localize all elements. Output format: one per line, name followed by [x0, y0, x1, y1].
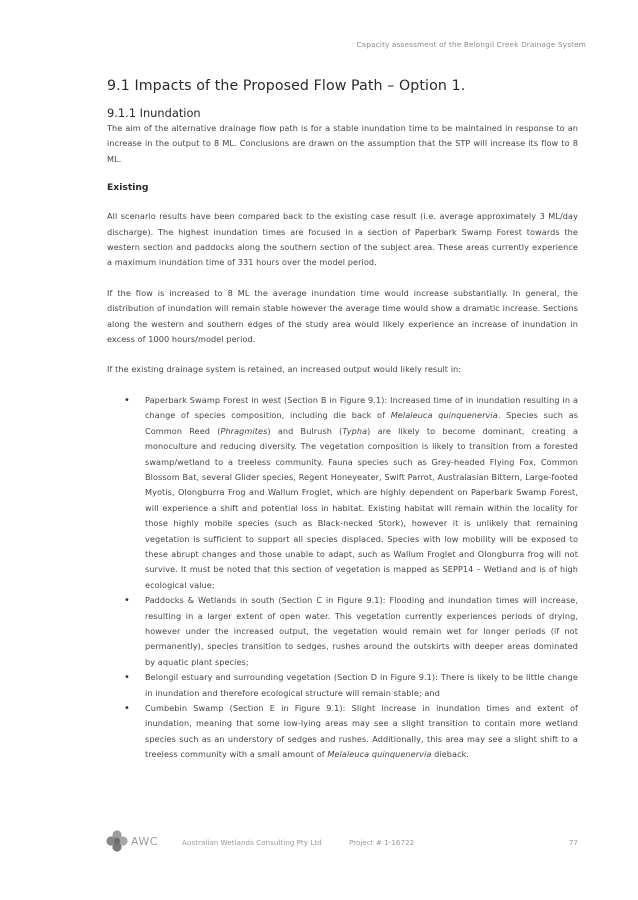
list-text: Paddocks & Wetlands in south (Section C in Figure 9.1): Flooding and inundation times will increase, resulting in a larger extent of open water. This vegetation currently experiences periods of drying, however under the increased output, the vegetation would remain wet for longer periods (if not permanently), species transition to sedges, rushes around the outskirts with deeper areas dominated by aquatic plant species;: [145, 595, 578, 667]
bullet-icon: •: [124, 703, 130, 714]
awc-logo-icon: [106, 830, 128, 852]
list-text: Belongil estuary and surrounding vegetation (Section D in Figure 9.1): There is likely to be little change in inundation and therefore ecological structure will remain stable; and: [145, 672, 578, 698]
subsection-heading: 9.1.1 Inundation: [107, 106, 201, 120]
bullet-icon: •: [124, 394, 130, 406]
intro-paragraph: The aim of the alternative drainage flow path is for a stable inundation time to be maintained in response to an increase in the output to 8 ML. Conclusions are drawn on the assumption that the STP will increase its flow to 8 ML.: [107, 123, 578, 164]
list-item-paddocks-wetlands: [107, 593, 578, 670]
list-text: ) are likely to become dominant, creating a monoculture and reducing diversity. The vegetation composition is likely to transition from a forested swamp/wetland to a treeless community. Fauna species such as Grey-headed Flying Fox, Common Blossom Bat, several Glider species, Regent Honeyeater, Swift Parrot, Australasian Bittern, Large-footed Myotis, Olongburra Frog and Wallum Froglet, which are highly dependent on Paperbark Swamp Forest, will experience a shift and potential loss in habitat. Existing habitat will remain within the locality for those highly mobile species (such as Black-necked Stork), however it is unlikely that remaining vegetation is sufficient to support all species displaced. Species with low mobility will be exposed to these abrupt changes and those unable to adapt, such as Wallum Froglet and Olongburra frog will not survive. It must be noted that this section of vegetation is mapped as SEPP14 – Wetland and is of high ecological value;: [145, 425, 579, 590]
species-name: Melaleuca quinquenervia: [390, 410, 498, 421]
list-text: ) and Bulrush (: [267, 425, 343, 436]
footer-project-number: Project # 1-16722: [349, 838, 415, 847]
list-item-paperbark-swamp: [107, 393, 578, 593]
list-text: Cumbebin Swamp (Section E in Figure 9.1): Slight increase in inundation times and extent of inundation, meaning that some low-lying areas may see a slight transition to contain more wetland species such as an understory of sedges and rushes. Additionally, this area may see a slight shift to a treeless community with a small amount of: [145, 703, 578, 760]
bullet-icon: •: [124, 595, 130, 607]
species-name: Phragmites: [220, 425, 268, 436]
document-body: [107, 78, 578, 763]
paragraph-scenario-results: All scenario results have been compared back to the existing case result (i.e. average approximately 3 ML/day discharge). The highest inundation times are focused in a section of Paperbark Swamp Forest towards the western section and paddocks along the southern section of the subject area. These areas currently experience a maximum inundation time of 331 hours over the model period.: [107, 211, 578, 268]
bullet-icon: •: [124, 672, 130, 684]
page-footer: [106, 830, 578, 854]
paragraph-existing-system: If the existing drainage system is retained, an increased output would likely result in:: [107, 364, 462, 375]
species-name: Typha: [342, 425, 368, 436]
list-text: dieback.: [431, 749, 470, 760]
list-item-belongil-estuary: [107, 670, 578, 701]
paragraph-flow-increase: If the flow is increased to 8 ML the average inundation time would increase substantially. In general, the distribution of inundation will remain stable however the average time would show a dramatic increase. Sections along the western and southern edges of the study area would likely experience an increase of inundation in excess of 1000 hours/model period.: [107, 287, 578, 345]
logo-text: AWC: [131, 835, 158, 848]
section-heading: 9.1 Impacts of the Proposed Flow Path – Option 1.: [107, 78, 466, 94]
page-number: 77: [568, 838, 578, 847]
list-item-cumbebin-swamp: [107, 701, 578, 763]
impact-list: [107, 393, 578, 763]
running-header: Capacity assessment of the Belongil Creek Drainage System: [356, 40, 586, 49]
species-name: Melaleuca quinquenervia: [327, 749, 432, 760]
list-text: . Species such as Common Reed (: [145, 410, 579, 436]
footer-company: Australian Wetlands Consulting Pty Ltd: [182, 838, 322, 847]
existing-heading: Existing: [107, 182, 149, 194]
list-text: Paperbark Swamp Forest in west (Section B in Figure 9.1): Increased time of in inundation resulting in a change of species composition, including die back of: [145, 394, 578, 421]
awc-logo: [106, 830, 166, 854]
